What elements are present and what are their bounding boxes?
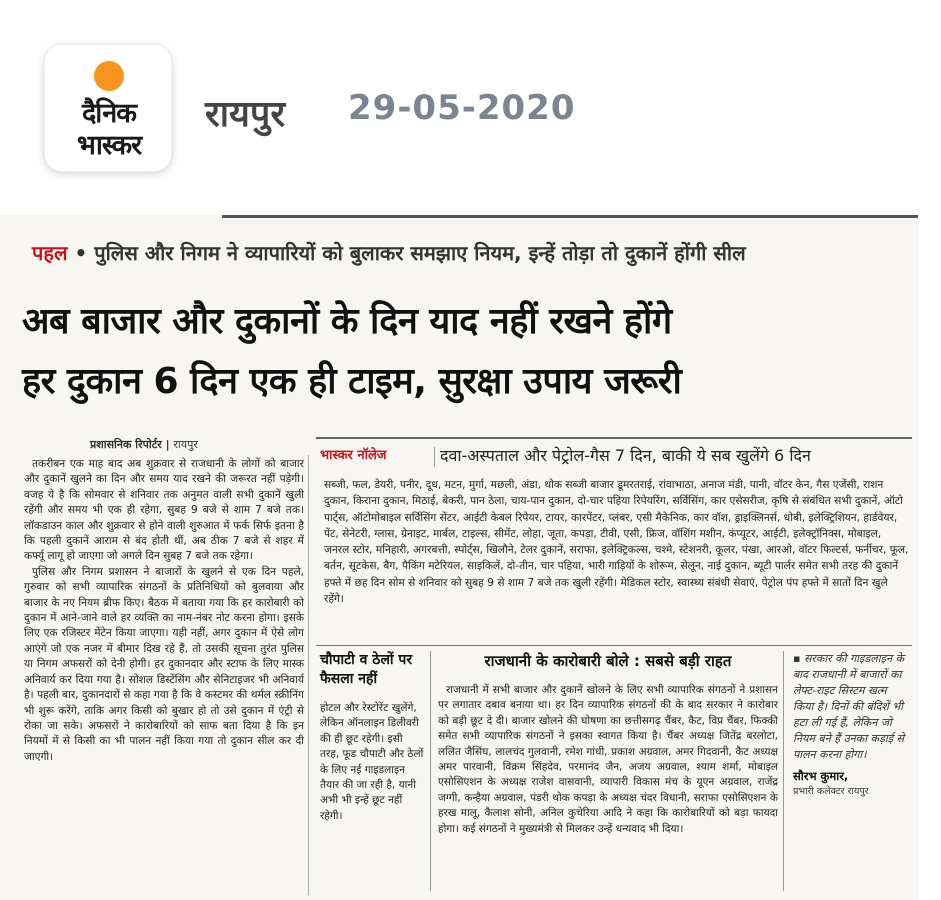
collector-quote-text: सरकार की गाइडलाइन के बाद राजधानी में बाजारों का लेफ्ट-राइट सिस्टम खत्म किया है। दिनों की बंदिशें भी हटा ली गई हैं, लेकिन जो नियम बने हैं उनका कड़ाई से पालन करना होगा। bbox=[793, 652, 905, 761]
collector-quote: ▪ सरकार की गाइडलाइन के बाद राजधानी में बाजारों का लेफ्ट-राइट सिस्टम खत्म किया है। दिनों की बंदिशें भी हटा ली गई हैं, लेकिन जो नियम बने हैं उनका कड़ाई से पालन करना होगा। bbox=[793, 652, 905, 761]
chaupati-title: चौपाटी व ठेलों पर फैसला नहीं bbox=[320, 652, 413, 687]
dainik-bhaskar-logo bbox=[44, 44, 172, 172]
page-header bbox=[0, 0, 941, 215]
newspaper-clipping bbox=[0, 215, 941, 900]
article-body bbox=[24, 457, 304, 765]
collector-quote-box bbox=[793, 651, 908, 797]
logo-text-line2: भास्कर bbox=[76, 130, 142, 161]
headline-line1: अब बाजार और दुकानों के दिन याद नहीं रखने होंगे bbox=[22, 301, 672, 342]
publication-date: 29-05-2020 bbox=[348, 88, 576, 128]
chaupati-body: होटल और रेस्टोरेंट खुलेंगे, लेकिन ऑनलाइन डिलीवरी की ही छूट रहेगी। इसी तरह, फूड चौपाटी और ठेलों के लिए नई गाइडलाइन तैयार की जा रही है, यानी अभी भी इन्हें छूट नहीं रहेगी। bbox=[320, 702, 424, 822]
sun-icon bbox=[94, 61, 124, 91]
body-paragraph: तकरीबन एक माह बाद अब शुक्रवार से राजधानी के लोगों को बाजार और दुकानें खुलने का दिन और समय याद रखने की जरूरत नहीं पड़ेगी। वजह ये है कि सोमवार से शनिवार तक अनुमत वाली सभी दुकानें खुली रहेंगी और समय भी एक ही रहेगा, सुबह 9 बजे से शाम 7 बजे तक। लॉकडाउन काल और शुक्रवार से होने वाली शुरुआत में फर्क सिर्फ इतना है कि पहली दुकानें आराम से बंद होती थीं, अब ठीक 7 बजे से शहर में कर्फ्यू लागू हो जाएगा जो अगले दिन सुबह 7 बजे तक रहेगा। bbox=[24, 458, 304, 563]
byline: प्रशासनिक रिपोर्टर | रायपुर bbox=[90, 438, 198, 451]
logo-text-line1: दैनिक bbox=[81, 98, 137, 129]
headline-line2: हर दुकान 6 दिन एक ही टाइम, सुरक्षा उपाय जरूरी bbox=[22, 361, 682, 402]
traders-relief-box bbox=[438, 651, 778, 837]
byline-name: प्रशासनिक रिपोर्टर bbox=[90, 438, 162, 451]
kicker-bullet: • bbox=[74, 241, 95, 265]
column-divider bbox=[783, 651, 784, 891]
clip-right-margin bbox=[918, 215, 941, 900]
body-paragraph: पुलिस और निगम प्रशासन ने बाजारों के खुलने से एक दिन पहले, गुरुवार को सभी व्यापारिक संगठनों के प्रतिनिधियों को बुलवाया और बाजार के नए नियम ब्रीफ किए। बैठक में बताया गया कि हर कारोबारी को दुकान में आने-जाने वाले हर व्यक्ति का नाम-नंबर नोट करना होगा। इसके लिए एक रजिस्टर मेंटेन किया जाएगा। यही नहीं, अगर दुकान में ऐसे लोग आएंगे जो एक नजर में बीमार दिख रहे हैं, तो उसकी सूचना तुरंत पुलिस या निगम अफसरों को देनी होगी। हर दुकानदार और स्टाफ के लिए मास्क अनिवार्य कर दिया गया है। सोशल डिस्टेंसिंग और सेनिटाइजर भी अनिवार्य है। पहली बार, दुकानदारों से कहा गया है कि वे कस्टमर की थर्मल स्क्रीनिंग भी शुरू करेंगे, ताकि अगर किसी को बुखार हो तो उसे दुकान में एंट्री से रोका जा सके। अफसरों ने कारोबारियों को साफ बता दिया है कि इन नियमों में से किसी का भी पालन नहीं किया गया तो दुकान सील कर दी जाएगी। bbox=[24, 565, 304, 763]
traders-relief-body: राजधानी में सभी बाजार और दुकानें खोलने के लिए सभी व्यापारिक संगठनों ने प्रशासन पर लगातार दबाव बनाया था। हर दिन व्यापारिक संगठनों की के बाद सरकार ने कारोबार को बड़ी छूट दे दी। बाजार खोलने की घोषणा का छत्तीसगढ़ चैंबर, कैट, विप्र चैंबर, फिक्की समेत सभी व्यापारिक संगठनों ने इसका स्वागत किया है। चैंबर अध्यक्ष जितेंद्र बरलोटा, ललित जैसिंघ, लालचंद गुलवानी, रमेश गांधी, प्रकाश अग्रवाल, अमर गिदवानी, कैट अध्यक्ष अमर पारवानी, विक्रम सिंहदेव, परमानंद जैन, अजय अग्रवाल, श्याम शर्मा, मोबाइल एसोसिएशन के अध्यक्ष राजेश वासवानी, व्यापारी विकास मंच के यूएन अग्रवाल, राजेंद्र जग्गी, कन्हैया अग्रवाल, पंडरी थोक कपड़ा के अध्यक्ष चंदर विधानी, सराफा एसोसिएशन के हरख मालू, कैलाश सोनी, अनिल कुचेरिया आदि ने कहा कि कारोबारियों को बड़ा फायदा होगा। कई संगठनों ने मुख्यमंत्री से मिलकर उन्हें धन्यवाद भी दिया। bbox=[438, 684, 778, 835]
column-divider bbox=[308, 455, 309, 895]
knowledge-rule bbox=[316, 437, 912, 439]
column-divider bbox=[430, 651, 431, 891]
edition-city: रायपुर bbox=[205, 94, 286, 135]
collector-designation: प्रभारी कलेक्टर रायपुर bbox=[793, 786, 869, 797]
kicker bbox=[32, 239, 746, 266]
byline-city: रायपुर bbox=[173, 438, 198, 451]
bhaskar-knowledge-box bbox=[316, 437, 912, 642]
collector-name: सौरभ कुमार, bbox=[793, 769, 849, 783]
traders-relief-title: राजधानी के कारोबारी बोले : सबसे बड़ी राहत bbox=[484, 652, 732, 670]
kicker-label: पहल bbox=[32, 241, 68, 265]
knowledge-separator bbox=[434, 447, 435, 467]
chaupati-box bbox=[320, 651, 425, 824]
knowledge-body: सब्जी, फल, डेयरी, पनीर, दूध, मटन, मुर्गा, मछली, अंडा, थोक सब्जी बाजार डूमरतराई, रांवाभाठा, अनाज मंडी, पानी, वॉटर केन, गैस एजेंसी, राशन दुकान, किराना दुकान, मिठाई, बेकरी, पान ठेला, चाय-पान दुकान, दो-चार पहिया रिपेयरिंग, सर्विसिंग, कार एसेसरीज, कृषि से संबंधित सभी दुकानें, ऑटो पार्ट्स, ऑटोमोबाइल सर्विसिंग सेंटर, आईटी केबल रिपेयर, टायर, कारपेंटर, प्लंबर, एसी मैकेनिक, कार वॉश, ड्राइक्लिनर्स, धोबी, इलेक्ट्रिशियन, हार्डवेयर, पेंट, सेनेटरी, ग्लास, ग्रेनाइट, मार्बल, टाइल्स, सीमेंट, लोहा, जूता, कपड़ा, टीवी, एसी, फ्रिज, वॉशिंग मशीन, कंप्यूटर, आईटी, इलेक्ट्रॉनिक्स, मोबाइल, जनरल स्टोर, मनिहारी, अगरबत्ती, स्पोर्ट्स, खिलौने, टेलर दुकानें, सराफा, इलेक्ट्रिकल्स, चश्मे, स्टेशनरी, कूलर, पंखा, आरओ, वॉटर फिल्टर्स, फर्नीचर, फूल, बर्तन, सूटकेस, बैग, पैकिंग मटेरियल, साइकिलें, दो-तीन, चार पहिया, भारी गाड़ियों के शोरूम, सेलून, नाई दुकान, ब्यूटी पार्लर समेत सभी तरह की दुकानें हफ्ते में छह दिन सोम से शनिवार को सुबह 9 से शाम 7 बजे तक खुली रहेंगी। मेडिकल स्टोर, स्वास्थ्य संबंधी सेवाएं, पेट्रोल पंप हफ्ते में सातों दिन खुले रहेंगे। bbox=[324, 479, 909, 606]
kicker-text: पुलिस और निगम ने व्यापारियों को बुलाकर समझाए नियम, इन्हें तोड़ा तो दुकानें होंगी सील bbox=[94, 241, 746, 265]
knowledge-label: भास्कर नॉलेज bbox=[320, 448, 387, 463]
section-rule bbox=[316, 645, 912, 646]
knowledge-heading: दवा-अस्पताल और पेट्रोल-गैस 7 दिन, बाकी ये सब खुलेंगे 6 दिन bbox=[440, 446, 811, 465]
top-rule bbox=[222, 215, 941, 218]
